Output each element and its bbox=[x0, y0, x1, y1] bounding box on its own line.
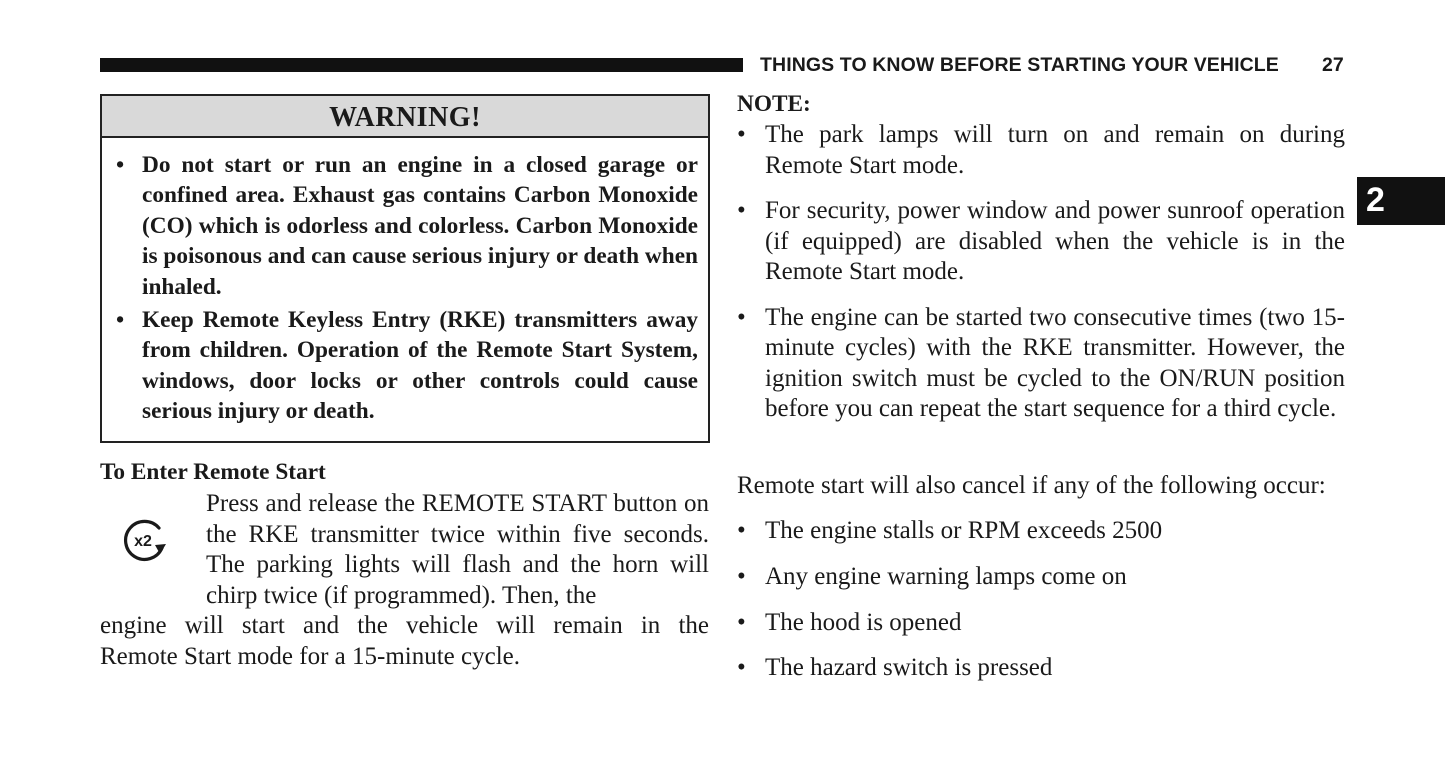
header-rule bbox=[100, 58, 743, 72]
warning-item: • Keep Remote Keyless Entry (RKE) transmitters away from children. Operation of the Remote Start System, windows, door locks or other controls could cause serious injury or death. bbox=[142, 305, 698, 427]
cancel-item: • The hood is opened bbox=[765, 608, 1345, 639]
cancel-item: • The hazard switch is pressed bbox=[765, 653, 1345, 684]
note-item: • The engine can be started two consecutive times (two 15-minute cycles) with the RKE transmitter. However, the ignition switch must be cycled to the ON/RUN position before you can repeat the start sequence for a third cycle. bbox=[765, 303, 1345, 425]
note-list bbox=[765, 120, 1345, 440]
remote-start-paragraph-continued bbox=[100, 611, 709, 672]
remote-start-paragraph: Press and release the REMOTE START button on the RKE transmitter twice within five seconds. The parking lights will flash and the horn will chirp twice (if programmed). Then, the bbox=[206, 490, 709, 609]
section-heading: To Enter Remote Start bbox=[100, 459, 326, 485]
chapter-tab bbox=[1357, 177, 1445, 225]
cancel-item: • The engine stalls or RPM exceeds 2500 bbox=[765, 516, 1345, 547]
cancel-list bbox=[765, 516, 1345, 699]
x2-icon-label: x2 bbox=[134, 533, 152, 550]
cancel-intro: Remote start will also cancel if any of the following occur: bbox=[737, 472, 1326, 499]
note-item: • For security, power window and power sunroof operation (if equipped) are disabled when the vehicle is in the Remote Start mode. bbox=[765, 196, 1345, 288]
remote-start-x2-icon bbox=[119, 518, 171, 564]
warning-box bbox=[100, 94, 710, 443]
remote-start-paragraph-last-line: Remote Start mode for a 15-minute cycle. bbox=[100, 642, 521, 670]
cancel-item: • Any engine warning lamps come on bbox=[765, 562, 1345, 593]
note-item: • The park lamps will turn on and remain on during Remote Start mode. bbox=[765, 120, 1345, 181]
page-number: 27 bbox=[1322, 54, 1344, 76]
remote-start-paragraph-line: engine will start and the vehicle will remain in the bbox=[100, 612, 709, 639]
chapter-tab-number: 2 bbox=[1366, 181, 1385, 219]
warning-item: • Do not start or run an engine in a closed garage or confined area. Exhaust gas contains Carbon Monoxide (CO) which is odorless and colorless. Carbon Monoxide is poisonous and can cause serious injury or death when inhaled. bbox=[142, 150, 698, 302]
note-label: NOTE: bbox=[737, 91, 811, 117]
running-header-title: THINGS TO KNOW BEFORE STARTING YOUR VEHICLE bbox=[760, 54, 1279, 76]
warning-list bbox=[102, 138, 708, 427]
warning-title: WARNING! bbox=[102, 96, 708, 138]
